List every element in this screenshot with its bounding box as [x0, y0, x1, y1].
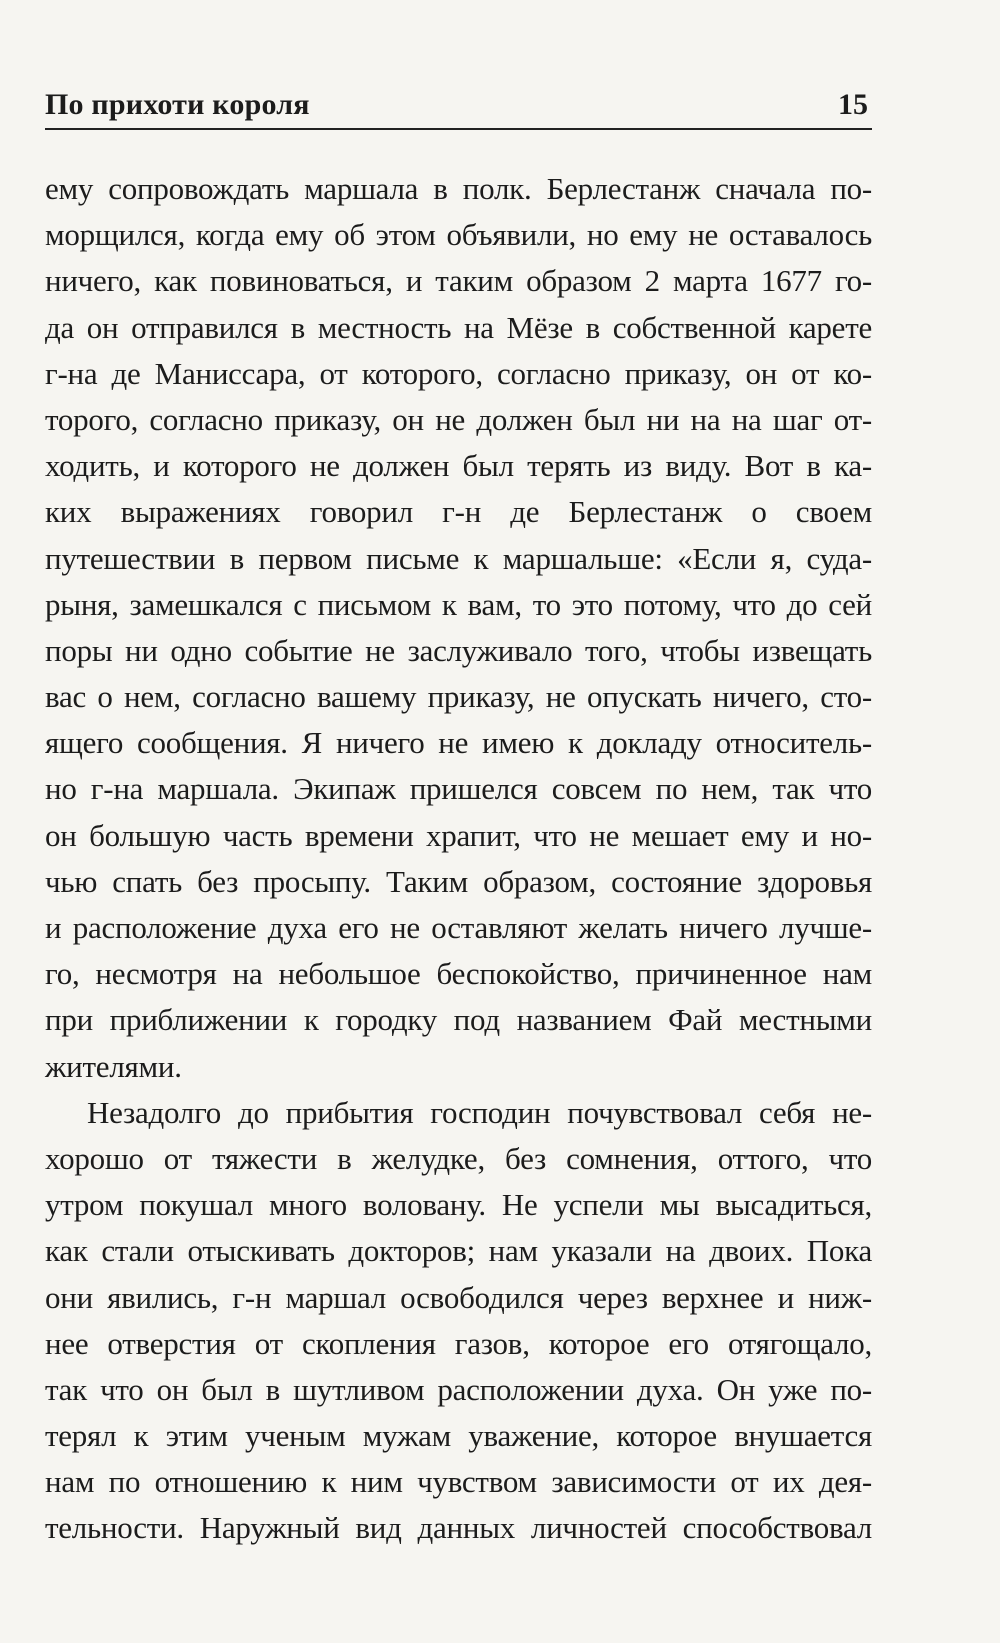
- text-line: так что он был в шутливом расположении духа. Он уже по-: [45, 1371, 872, 1407]
- body-text: [45, 166, 872, 1552]
- text-line: ему сопровождать маршала в полк. Берлестанж сначала по-: [45, 171, 872, 206]
- text-line: нее отверстия от скопления газов, которое его отягощало,: [45, 1325, 872, 1361]
- text-line: ких выражениях говорил г-н де Берлестанж о своем: [45, 494, 872, 530]
- text-line: рыня, замешкался с письмом к вам, то это потому, что до сей: [45, 586, 872, 622]
- text-line: путешествии в первом письме к маршальше: «Если я, суда-: [45, 540, 872, 576]
- text-line: он большую часть времени храпит, что не мешает ему и но-: [45, 817, 872, 853]
- page-number: 15: [838, 88, 868, 121]
- text-line: и расположение духа его не оставляют желать ничего лучше-: [45, 910, 872, 945]
- text-line: при приближении к городку под названием Фай местными: [45, 1002, 872, 1038]
- text-line: ничего, как повиноваться, и таким образом 2 марта 1677 го-: [45, 263, 872, 299]
- text-line: да он отправился в местность на Мёзе в собственной карете: [45, 309, 872, 345]
- text-line: поры ни одно событие не заслуживало того, чтобы извещать: [45, 632, 872, 668]
- text-line: ходить, и которого не должен был терять из виду. Вот в ка-: [45, 448, 872, 484]
- running-head: [45, 84, 872, 130]
- text-line: чью спать без просыпу. Таким образом, состояние здоровья: [45, 863, 872, 899]
- paragraph: [45, 166, 872, 1090]
- paragraph: [45, 1090, 872, 1552]
- text-line: торого, согласно приказу, он не должен был ни на на шаг от-: [45, 401, 872, 437]
- text-line: утром покушал много воловану. Не успели мы высадиться,: [45, 1187, 872, 1223]
- text-line: они явились, г-н маршал освободился через верхнее и ниж-: [45, 1279, 872, 1315]
- text-line: жителями.: [45, 1048, 182, 1084]
- text-line: как стали отыскивать докторов; нам указали на двоих. Пока: [45, 1233, 872, 1269]
- text-line: вас о нем, согласно вашему приказу, не опускать ничего, сто-: [45, 679, 872, 715]
- text-line: Незадолго до прибытия господин почувствовал себя не-: [87, 1094, 872, 1130]
- book-title: По прихоти короля: [45, 88, 310, 121]
- text-line: ящего сообщения. Я ничего не имею к докладу относитель-: [45, 725, 872, 761]
- text-line: морщился, когда ему об этом объявили, но ему не оставалось: [45, 217, 872, 253]
- text-line: г-на де Маниссара, от которого, согласно приказу, он от ко-: [45, 355, 872, 391]
- text-line: но г-на маршала. Экипаж пришелся совсем по нем, так что: [45, 771, 872, 807]
- text-line: нам по отношению к ним чувством зависимости от их дея-: [45, 1464, 872, 1500]
- text-line: го, несмотря на небольшое беспокойство, причиненное нам: [45, 956, 872, 992]
- text-line: хорошо от тяжести в желудке, без сомнения, оттого, что: [45, 1140, 872, 1176]
- text-line: терял к этим ученым мужам уважение, которое внушается: [45, 1418, 872, 1454]
- text-line: тельности. Наружный вид данных личностей способствовал: [45, 1510, 872, 1546]
